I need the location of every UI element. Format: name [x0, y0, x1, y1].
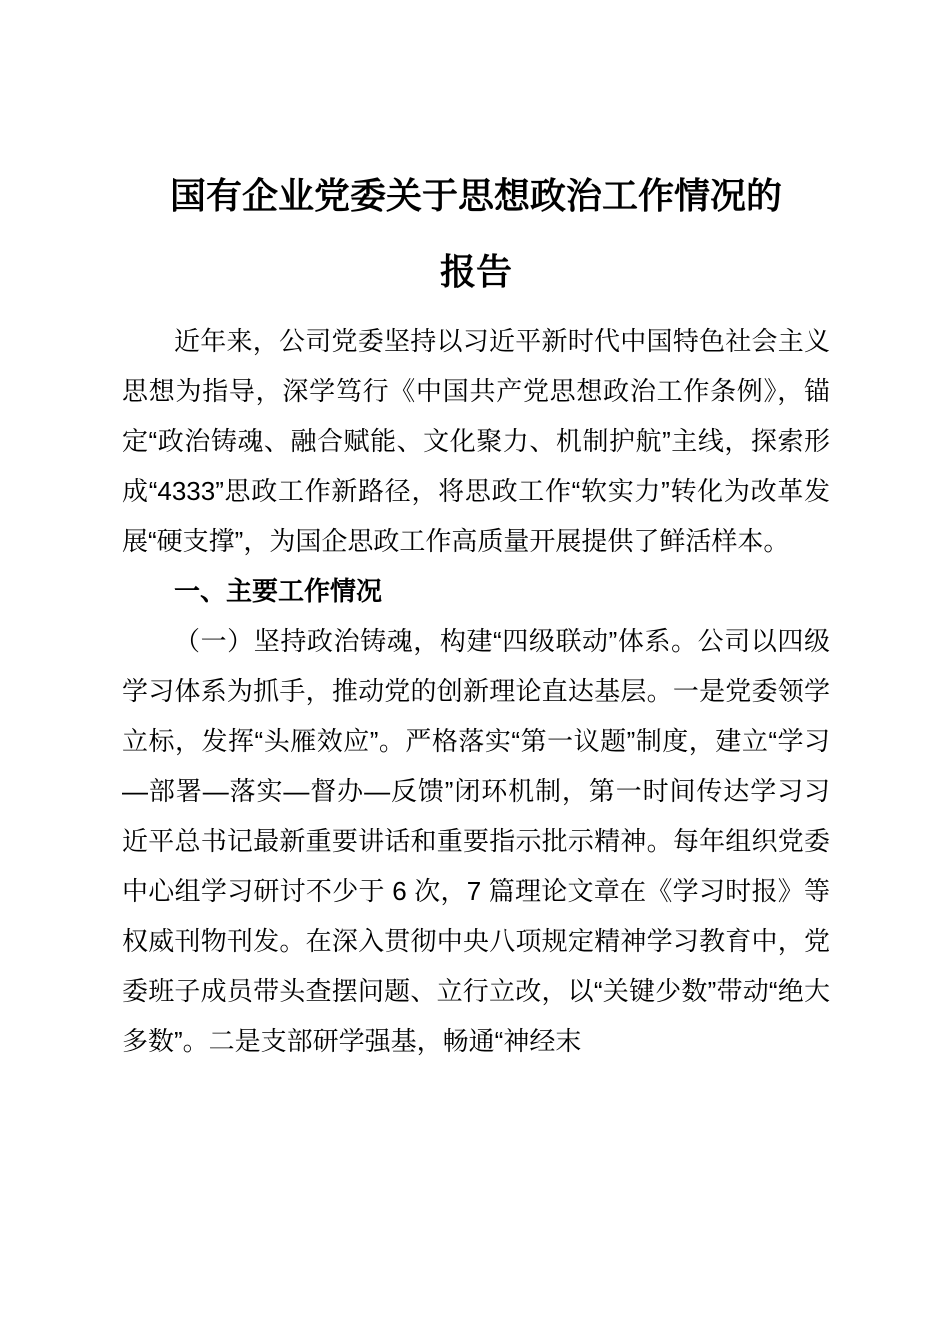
title-line-2: 报告	[439, 251, 512, 292]
section-heading-main-work: 一、主要工作情况	[174, 576, 383, 606]
intro-paragraph: 近年来，公司党委坚持以习近平新时代中国特色社会主义思想为指导，深学笃行《中国共产党思想政治工作条例》，锚定“政治铸魂、融合赋能、文化聚力、机制护航”主线，探索形成“4333”思政工作新路径，将思政工作“软实力”转化为改革发展“硬支撑”，为国企思政工作高质量开展提供了鲜活样本。	[122, 326, 830, 556]
document-title	[122, 158, 830, 310]
title-line-1: 国有企业党委关于思想政治工作情况的	[169, 175, 782, 216]
subsection-paragraph-political-soul: （一）坚持政治铸魂，构建“四级联动”体系。公司以四级学习体系为抓手，推动党的创新理论直达基层。一是党委领学立标，发挥“头雁效应”。严格落实“第一议题”制度，建立“学习—部署—落实—督办—反馈”闭环机制，第一时间传达学习习近平总书记最新重要讲话和重要指示批示精神。每年组织党委中心组学习研讨不少于 6 次，7 篇理论文章在《学习时报》等权威刊物刊发。在深入贯彻中央八项规定精神学习教育中，党委班子成员带头查摆问题、立行立改，以“关键少数”带动“绝大多数”。二是支部研学强基，畅通“神经末	[122, 626, 830, 1056]
document-body	[122, 316, 830, 1066]
